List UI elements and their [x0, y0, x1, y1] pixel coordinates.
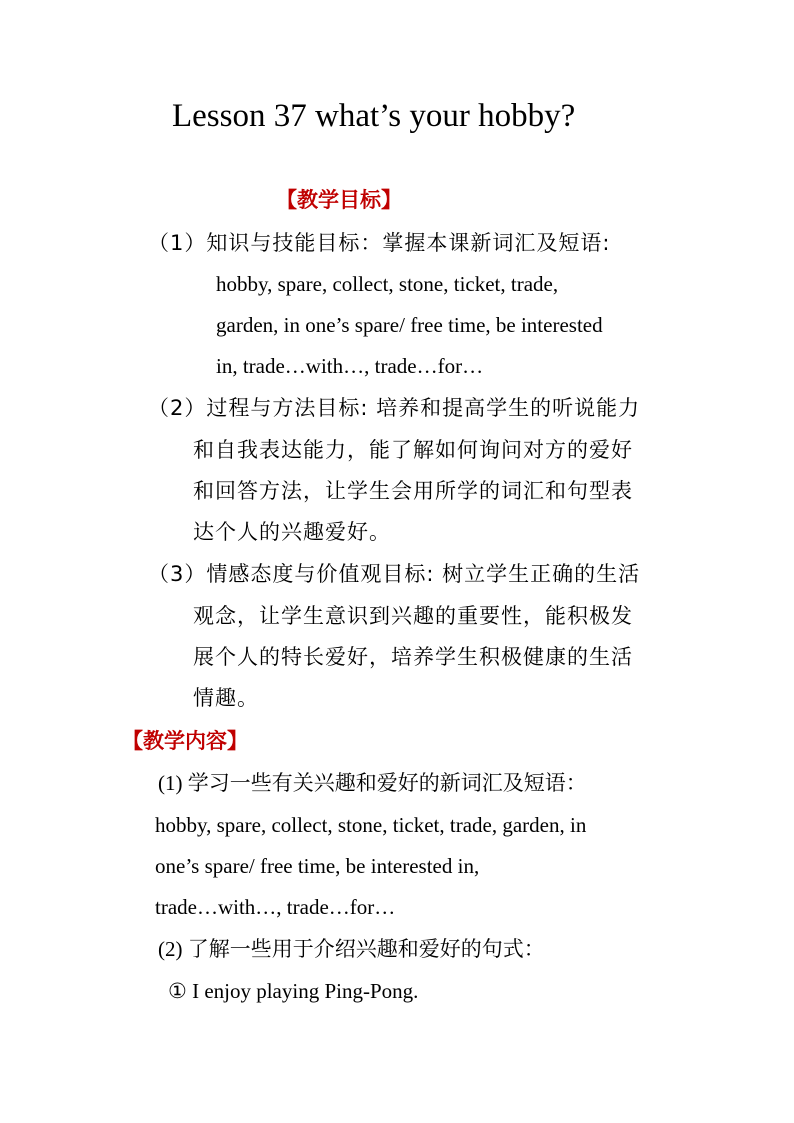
objective-2-line: 和自我表达能力，能了解如何询问对方的爱好	[193, 438, 633, 462]
objective-3-lead: （3）情感态度与价值观目标: 树立学生正确的生活	[148, 562, 641, 586]
objective-2-lead: （2）过程与方法目标: 培养和提高学生的听说能力	[148, 396, 641, 420]
objective-3-line: 情趣。	[193, 686, 259, 710]
objective-2-line: 和回答方法，让学生会用所学的词汇和句型表	[193, 479, 633, 503]
content-2-lead: (2) 了解一些用于介绍兴趣和爱好的句式：	[158, 937, 545, 961]
content-1-lead: (1) 学习一些有关兴趣和爱好的新词汇及短语：	[158, 771, 587, 795]
objective-3-line: 观念，让学生意识到兴趣的重要性，能积极发	[193, 604, 633, 628]
objectives-heading: 【教学目标】	[276, 188, 402, 212]
objective-2-line: 达个人的兴趣爱好。	[193, 520, 391, 544]
example-sentence-1: ① I enjoy playing Ping-Pong.	[168, 979, 419, 1003]
objective-1-line: hobby, spare, collect, stone, ticket, trade,	[216, 272, 559, 296]
content-heading: 【教学内容】	[122, 729, 248, 753]
objective-1-line: in, trade…with…, trade…for…	[216, 354, 484, 378]
content-1-line: hobby, spare, collect, stone, ticket, trade, garden, in	[155, 813, 587, 837]
document-title: Lesson 37 what’s your hobby?	[172, 98, 576, 134]
content-1-line: one’s spare/ free time, be interested in,	[155, 854, 480, 878]
objective-1-lead: （1）知识与技能目标：掌握本课新词汇及短语:	[148, 231, 611, 255]
objective-1-line: garden, in one’s spare/ free time, be interested	[216, 313, 603, 337]
objective-3-line: 展个人的特长爱好，培养学生积极健康的生活	[193, 645, 633, 669]
content-1-line: trade…with…, trade…for…	[155, 895, 396, 919]
